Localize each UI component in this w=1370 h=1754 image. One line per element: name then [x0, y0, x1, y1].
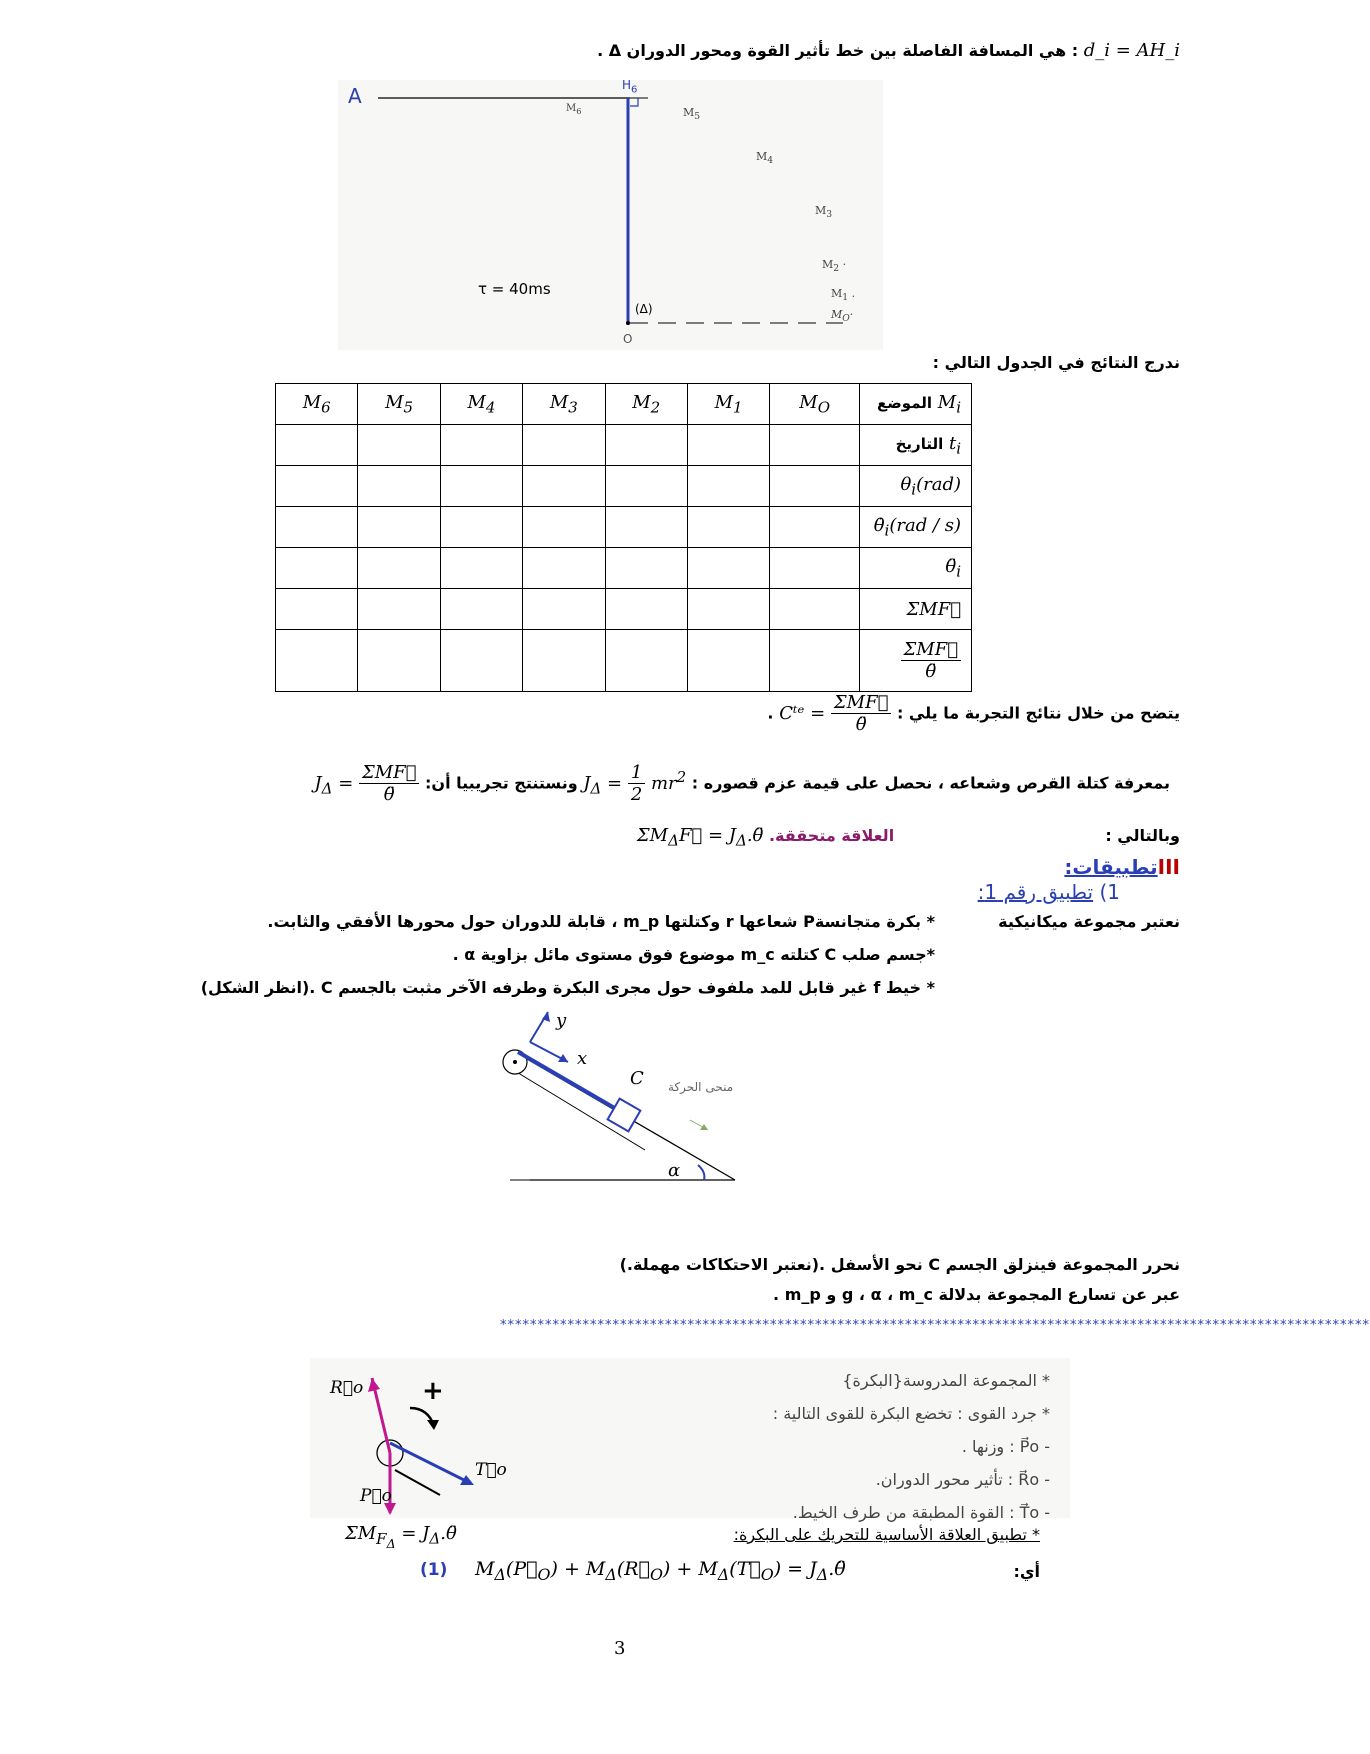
result-line-3: وبالتالي : العلاقة متحققة. $\Sigma M_\Delta F⃗$ = $J_\Delta.\thetä$ [636, 825, 1180, 850]
result-formula-1: $\frac{\text{ΣMF⃗}}{\thetä}$ = Cᵗᵉ [773, 703, 891, 724]
ie-label: أي: [1013, 1562, 1040, 1581]
table-row [276, 548, 972, 589]
relation-verified: العلاقة متحققة. [768, 826, 895, 845]
app-intro: نعتبر مجموعة ميكانيكية [998, 912, 1180, 931]
forces-list [530, 1364, 1050, 1529]
table-intro: ندرج النتائج في الجدول التالي : [932, 353, 1180, 372]
point-M3: $M_3$ [815, 204, 833, 221]
results-table [275, 383, 972, 692]
row-label-sum-moment: ΣMF⃗ [860, 589, 972, 630]
separator: ******************************************************************************************************************** [500, 1318, 1370, 1333]
figure-inclined-plane [470, 1010, 790, 1250]
forces-title: * جرد القوى : تخضع البكرة للقوى التالية : [772, 1404, 1050, 1423]
row-label-theta-dot: $\thetȧ_i(rad / s)$ [860, 507, 972, 548]
header-formula: d_i = AH_i [1083, 40, 1180, 61]
label-tau: τ = 40ms [478, 280, 551, 298]
question-2: عبر عن تسارع المجموعة بدلالة g ، α ، m_c و m_p . [773, 1285, 1180, 1304]
row-label-theta-ddot: $\thetä_i$ [860, 548, 972, 589]
figure-trajectory [338, 80, 883, 350]
app-title: 1) تطبيق رقم 1: [977, 880, 1120, 904]
point-Mo: $M_O\cdot$ [831, 308, 854, 325]
force-thread: - T⃗o : القوة المطبقة من طرف الخيط. [792, 1503, 1050, 1522]
label-O: O [623, 332, 633, 346]
label-A: A [348, 84, 362, 108]
app-item-3: * خيط f غير قابل للمد ملفوف حول مجرى البكرة وطرفه الآخر مثبت بالجسم C .(انظر الشكل) [200, 978, 935, 997]
axis-y-label: y [556, 1010, 567, 1031]
angle-alpha-label: α [668, 1160, 681, 1181]
studied-system: * المجموعة المدروسة{البكرة} [842, 1371, 1050, 1390]
table-row [276, 466, 972, 507]
row-label-ratio: $\frac{\text{ΣMF⃗}}{\thetä}$ [860, 630, 972, 692]
label-H: $H_6$ [622, 78, 638, 96]
table-row [276, 425, 972, 466]
table-row: $M_6$ $M_5$ $M_4$ $M_3$ $M_2$ $M_1$ $M_O$ الموضع $M_i$ [276, 384, 972, 425]
equation-1-label: (1) [420, 1560, 448, 1580]
question-1: نحرر المجموعة فينزلق الجسم C نحو الأسفل .(نعتبر الاحتكاكات مهملة.) [619, 1255, 1180, 1274]
motion-direction-label: منحى الحركة [668, 1080, 734, 1094]
row-label-position: الموضع $M_i$ [860, 384, 972, 425]
axis-x-label: x [577, 1048, 588, 1069]
row-label-date: التاريخ $t_i$ [860, 425, 972, 466]
body-C-label: C [630, 1068, 644, 1089]
point-M5: $M_5$ [683, 106, 701, 123]
label-plus: + [422, 1376, 444, 1406]
label-P: P⃗o [360, 1486, 392, 1506]
figure-pulley-forces [310, 1358, 1070, 1522]
row-label-theta: $\theta_i(rad)$ [860, 466, 972, 507]
apply-relation-formula: $\Sigma M_{F_\Delta}$ = $J_\Delta.\thetä$ [345, 1523, 457, 1551]
page-number: 3 [614, 1638, 626, 1659]
section-heading: IIIتطبيقات: [1064, 855, 1180, 879]
result-line-1: يتضح من خلال نتائج التجربة ما يلي : $\frac{\text{ΣMF⃗}}{\thetä}$ = Cᵗᵉ . [767, 692, 1180, 735]
ratio-formula: $\frac{\text{ΣMF⃗}}{\thetä}$ = $J_\Delta$ [314, 773, 419, 794]
table-row [276, 507, 972, 548]
label-axis: (Δ) [635, 302, 653, 316]
app-item-2: *جسم صلب C كتلته m_c موضوع فوق مستوى مائل بزاوية α . [452, 945, 935, 964]
table-row [276, 630, 972, 692]
point-M6-a: $M_6$ [566, 103, 582, 116]
relation-formula: $\Sigma M_\Delta F⃗$ = $J_\Delta.\thetä$ [636, 825, 764, 850]
force-weight: - P⃗o : وزنها . [961, 1437, 1050, 1456]
apply-relation: * تطبيق العلاقة الأساسية للتحريك على البكرة: [733, 1525, 1040, 1544]
app-item-1: * بكرة متجانسةP شعاعها r وكتلتها m_p ، قابلة للدوران حول محورها الأفقي والثابت. [267, 912, 935, 931]
equation-1: $M_\Delta(P⃗_O)$ + $M_\Delta(R⃗_O)$ + $M_\Delta(T⃗_O)$ = $J_\Delta.\thetä$ [475, 1558, 846, 1584]
point-M4: $M_4$ [756, 150, 774, 167]
header-text: هي المسافة الفاصلة بين خط تأثير القوة [747, 41, 1067, 60]
force-axis: - R⃗o : تأثير محور الدوران. [875, 1470, 1050, 1489]
label-R: R⃗o [330, 1378, 364, 1398]
inertia-formula: $J_\Delta$ = $\frac{1}{2}$ $mr^2$ [583, 762, 687, 805]
point-M1: $M_1$ . [831, 287, 856, 304]
point-M2: $M_2$ · [822, 258, 847, 275]
header-tail: ومحور الدوران Δ . [597, 41, 742, 60]
result-line-2: بمعرفة كتلة القرص وشعاعه ، نحصل على قيمة عزم قصوره : $J_\Delta$ = $\frac{1}{2}$ $mr^2$ ونستنتج تجريبيا أن: $\frac{\text{ΣMF⃗}}{\thetä}$ = $J_\Delta$ [314, 762, 1170, 805]
label-T: T⃗o [475, 1460, 507, 1480]
table-row [276, 589, 972, 630]
header-definition: d_i = AH_i : هي المسافة الفاصلة بين خط تأثير القوة ومحور الدوران Δ . [597, 40, 1180, 61]
